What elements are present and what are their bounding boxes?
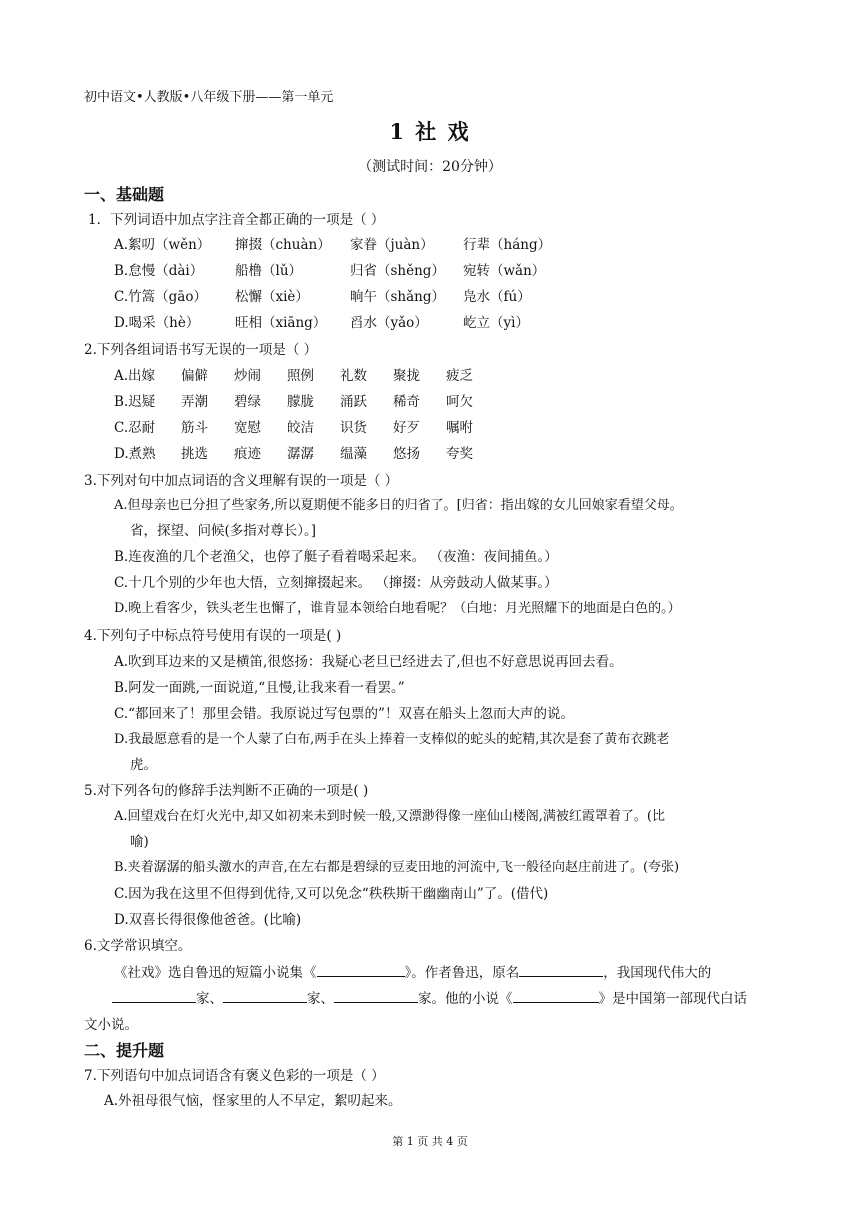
- q6-text: 《社戏》选自鲁迅的短篇小说集《: [114, 965, 317, 981]
- q2-b-word: 碧绿: [234, 394, 261, 410]
- q2-option-c: [114, 416, 473, 436]
- page-number: 第 1 页 共 4 页: [392, 1135, 468, 1148]
- q2-b-word: 稀奇: [393, 394, 420, 410]
- q2-d-word: D.煮熟: [114, 446, 156, 462]
- q2-c-word: 筋斗: [181, 420, 208, 436]
- q2-d-word: 夸奖: [446, 446, 473, 462]
- fill-blank-role-3[interactable]: [334, 988, 418, 1003]
- q2-d-word: 悠扬: [393, 446, 420, 462]
- q6-text: 》。作者鲁迅，原名: [404, 965, 520, 981]
- q3-option-c: C.十几个别的少年也大悟，立刻撺掇起来。 （撺掇：从旁鼓动人做某事。）: [114, 575, 558, 591]
- fill-blank-novel[interactable]: [513, 988, 599, 1003]
- q1-c-item: C.竹篙（gāo）: [114, 289, 207, 305]
- q1-d-item: 屹立（yì）: [463, 315, 529, 331]
- question-1-stem: 1．下列词语中加点字注音全都正确的一项是（ ）: [88, 212, 385, 228]
- q6-text: 家、: [307, 991, 334, 1007]
- q2-c-word: 皎洁: [287, 420, 314, 436]
- q2-a-word: A.出嫁: [114, 368, 156, 384]
- q1-a-item: 行辈（háng）: [463, 237, 552, 253]
- page-title: 1 社 戏: [389, 119, 471, 144]
- q2-d-word: 挑选: [181, 446, 208, 462]
- question-4-stem: 4.下列句子中标点符号使用有误的一项是( ): [84, 628, 342, 644]
- q1-option-d: [114, 311, 529, 331]
- section-heading-basic: 一、基础题: [84, 185, 165, 204]
- q2-c-word: 识货: [340, 420, 367, 436]
- q6-line-2: [112, 987, 747, 1007]
- q1-b-item: 宛转（wǎn）: [463, 263, 546, 279]
- q6-line-1: [114, 961, 711, 981]
- q4-option-d-cont: 虎。: [130, 757, 157, 773]
- q2-c-word: 宽慰: [234, 420, 261, 436]
- q1-b-item: 归省（shěng）: [350, 263, 445, 279]
- q3-option-a: A.但母亲也已分担了些家务,所以夏期便不能多日的归省了。[归省：指出嫁的女儿回娘家看望父母。: [114, 498, 683, 513]
- q2-d-word: 痕迹: [234, 446, 261, 462]
- q2-a-word: 照例: [287, 368, 314, 384]
- q6-text: 》是中国第一部现代白话: [598, 991, 747, 1007]
- q6-text: ，我国现代伟大的: [603, 965, 712, 981]
- q3-option-b: B.连夜渔的几个老渔父，也停了艇子看着喝采起来。 （夜渔：夜间捕鱼。）: [114, 549, 558, 565]
- q2-c-word: 好歹: [393, 420, 420, 436]
- q1-d-item: 旺相（xiāng）: [235, 315, 327, 331]
- q2-d-word: 缊藻: [340, 446, 367, 462]
- q2-a-word: 炒闹: [234, 368, 261, 384]
- fill-blank-role-1[interactable]: [112, 988, 196, 1003]
- q2-a-word: 偏僻: [181, 368, 208, 384]
- q2-option-b: [114, 390, 473, 410]
- q1-a-item: 撺掇（chuàn）: [235, 237, 331, 253]
- q2-c-word: 嘱咐: [446, 420, 473, 436]
- question-6-stem: 6.文学常识填空。: [84, 938, 192, 954]
- fill-blank-original-name[interactable]: [519, 962, 603, 977]
- q6-text: 家、: [196, 991, 223, 1007]
- section-heading-advanced: 二、提升题: [84, 1041, 165, 1060]
- q2-b-word: 朦胧: [287, 394, 314, 410]
- question-3-stem: 3.下列对句中加点词语的含义理解有误的一项是（ ）: [84, 473, 399, 489]
- q5-option-b: B.夹着潺潺的船头激水的声音,在左右都是碧绿的豆麦田地的河流中,飞一般径向赵庄前进了。(夸张): [114, 860, 680, 875]
- q2-option-d: [114, 442, 473, 462]
- q1-option-b: [114, 259, 545, 279]
- q2-b-word: 呵欠: [446, 394, 473, 410]
- q5-option-c: C.因为我在这里不但得到优待,又可以免念“秩秩斯干幽幽南山”了。(借代): [114, 886, 549, 902]
- fill-blank-role-2[interactable]: [223, 988, 307, 1003]
- q1-a-item: A.絮叨（wěn）: [114, 237, 211, 253]
- q2-b-word: B.迟疑: [114, 394, 156, 410]
- q2-c-word: C.忍耐: [114, 420, 156, 436]
- q1-b-item: B.怠慢（dài）: [114, 263, 204, 279]
- breadcrumb: 初中语文•人教版•八年级下册——第一单元: [84, 90, 334, 105]
- question-7-stem: 7.下列语句中加点词语含有褒义色彩的一项是（ ）: [84, 1068, 385, 1084]
- q1-d-item: D.喝采（hè）: [114, 315, 200, 331]
- q4-option-a: A.吹到耳边来的又是横笛,很悠扬：我疑心老旦已经进去了,但也不好意思说再回去看。: [114, 654, 623, 670]
- q4-option-b: B.阿发一面跳,一面说道,“且慢,让我来看一看罢。”: [114, 680, 405, 696]
- q2-d-word: 潺潺: [287, 446, 314, 462]
- q2-a-word: 疲乏: [446, 368, 473, 384]
- q4-option-d: D.我最愿意看的是一个人蒙了白布,两手在头上捧着一支棒似的蛇头的蛇精,其次是套了黄布衣跳老: [114, 732, 670, 747]
- q1-a-item: 家眷（juàn）: [350, 237, 434, 253]
- q1-option-a: [114, 233, 551, 253]
- q7-option-a: A.外祖母很气恼，怪家里的人不早定，絮叨起来。: [104, 1093, 402, 1109]
- q1-d-item: 舀水（yǎo）: [350, 315, 428, 331]
- q2-a-word: 礼数: [340, 368, 367, 384]
- q5-option-a-cont: 喻): [130, 834, 149, 850]
- q2-b-word: 弄潮: [181, 394, 208, 410]
- q3-option-a-cont: 省，探望、问候(多指对尊长）。]: [130, 523, 317, 539]
- q1-c-item: 凫水（fú）: [463, 289, 531, 305]
- q2-option-a: [114, 364, 473, 384]
- question-5-stem: 5.对下列各句的修辞手法判断不正确的一项是( ): [84, 783, 369, 799]
- question-2-stem: 2.下列各组词语书写无误的一项是（ ）: [84, 342, 318, 358]
- q6-text: 家。他的小说《: [418, 991, 513, 1007]
- q2-b-word: 涌跃: [340, 394, 367, 410]
- q1-b-item: 船橹（lǔ）: [235, 263, 303, 279]
- q4-option-c: C.“都回来了！那里会错。我原说过写包票的”！双喜在船头上忽而大声的说。: [114, 706, 574, 722]
- q5-option-a: A.回望戏台在灯火光中,却又如初来未到时候一般,又漂渺得像一座仙山楼阁,满被红霞罩着了。(比: [114, 809, 665, 824]
- q5-option-d: D.双喜长得很像他爸爸。(比喻): [114, 912, 302, 928]
- q1-c-item: 松懈（xiè）: [235, 289, 309, 305]
- test-time: （测试时间：20分钟）: [358, 159, 502, 175]
- q1-option-c: [114, 285, 531, 305]
- q6-line-3: 文小说。: [84, 1017, 138, 1033]
- q1-c-item: 晌午（shǎng）: [350, 289, 446, 305]
- q3-option-d: D.晚上看客少，铁头老生也懈了，谁肯显本领给白地看呢？（白地：月光照耀下的地面是白色的。）: [114, 601, 681, 616]
- q2-a-word: 聚拢: [393, 368, 420, 384]
- fill-blank-collection[interactable]: [317, 962, 405, 977]
